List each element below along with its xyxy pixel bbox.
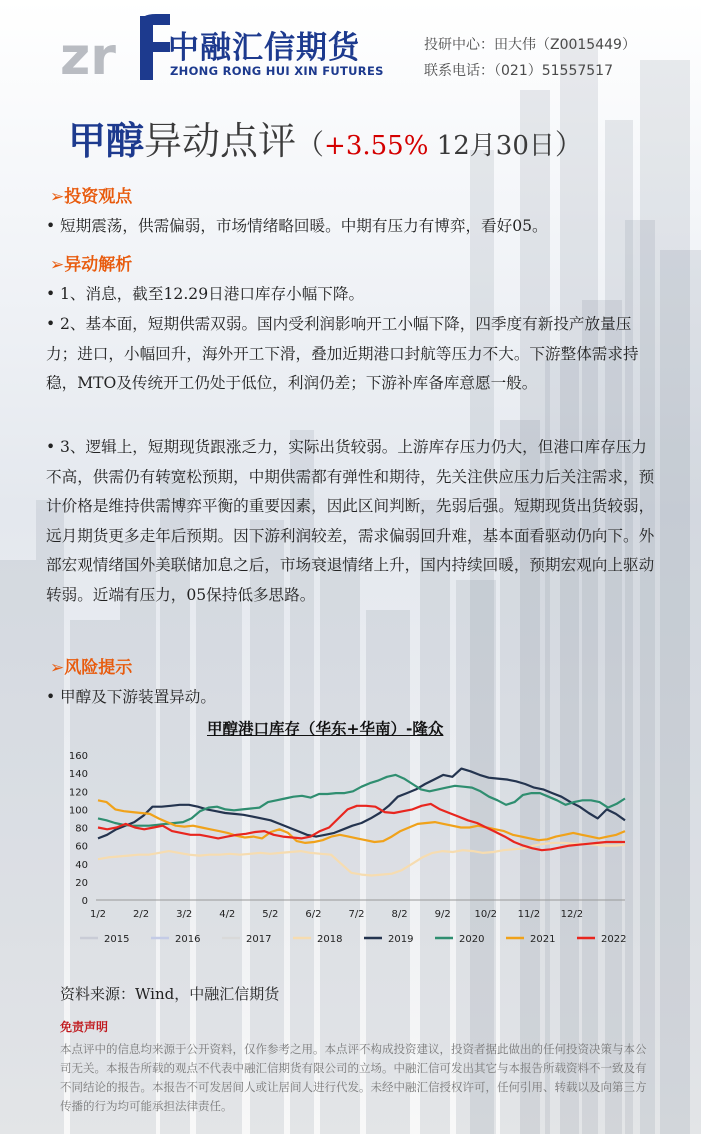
chart-title: 甲醇港口库存（华东+华南）-隆众 <box>207 720 444 738</box>
x-tick-label: 9/2 <box>434 909 451 920</box>
contact-phone: 联系电话：（021）51557517 <box>424 63 613 79</box>
analysis-text-2: 2、基本面，短期供需双弱。国内受利润影响开工小幅下降，四季度有新投产放量压力；进口，小幅回升，海外开工下滑，叠加近期港口封航等压力不大。下游整体需求持稳，MTO及传统开工仍处于低位，利润仍差；下游补库备库意愿一般。 <box>46 315 639 392</box>
bullet: • <box>46 688 56 706</box>
analysis-item-2 <box>46 310 660 399</box>
y-tick-label: 140 <box>68 769 88 781</box>
analysis-item-3 <box>46 433 660 610</box>
analysis-item-1 <box>46 280 660 310</box>
series-line-2018 <box>98 843 625 876</box>
analysis-heading: ➢异动解析 <box>50 255 133 275</box>
analysis-text-1: 1、消息，截至12.29日港口库存小幅下降。 <box>60 285 365 303</box>
x-tick-label: 6/2 <box>305 909 322 920</box>
legend-label-2018: 2018 <box>317 934 343 945</box>
legend-label-2022: 2022 <box>601 934 627 945</box>
x-tick-label: 1/2 <box>89 909 107 920</box>
x-tick-label: 7/2 <box>348 909 365 920</box>
view-paragraph <box>46 212 660 242</box>
page-title <box>68 110 583 165</box>
y-tick-label: 100 <box>68 805 88 817</box>
title-change: +3.55% <box>324 131 429 161</box>
y-tick-label: 20 <box>75 877 88 889</box>
disclaimer-title: 免责声明 <box>60 1020 109 1034</box>
y-tick-label: 60 <box>75 841 88 853</box>
x-tick-label: 2/2 <box>133 909 150 920</box>
x-tick-label: 8/2 <box>391 909 408 920</box>
risk-heading: ➢风险提示 <box>50 658 133 678</box>
y-tick-label: 120 <box>68 787 88 799</box>
logo-text-en: ZHONG RONG HUI XIN FUTURES <box>170 64 384 78</box>
svg-text:zr: zr <box>60 27 116 84</box>
legend-label-2020: 2020 <box>459 934 485 945</box>
inventory-line-chart <box>60 745 640 960</box>
x-tick-label: 4/2 <box>219 909 236 920</box>
title-main: 甲醇 <box>68 119 145 163</box>
legend-label-2017: 2017 <box>246 934 272 945</box>
bullet: • <box>46 438 56 456</box>
y-tick-label: 0 <box>81 896 88 907</box>
bullet: • <box>46 217 56 235</box>
contact-researcher: 投研中心：田大伟（Z0015449） <box>424 37 636 53</box>
y-tick-label: 160 <box>68 751 88 762</box>
analysis-text-3: 3、逻辑上，短期现货跟涨乏力，实际出货较弱。上游库存压力仍大，但港口库存压力不高，供需仍有转宽松预期，中期供需都有弹性和期待，先关注供应压力后关注需求，预计价格是维持供需博弈平衡的重要因素，因此区间判断，先弱后强。短期现货出货较弱，远月期货更多走年后预期。因下游利润较差，需求偏弱回升难，基本面看驱动仍向下。外部宏观情绪国外美联储加息之后，市场衰退情绪上升，国内持续回暖，预期宏观向上驱动转弱。近端有压力，05保持低多思路。 <box>46 438 655 604</box>
data-source: 资料来源：Wind，中融汇信期货 <box>60 985 280 1003</box>
legend-label-2019: 2019 <box>388 934 414 945</box>
title-paren-open: （ <box>296 128 325 161</box>
risk-paragraph <box>46 683 660 713</box>
series-line-2020 <box>98 775 625 826</box>
title-paren-close: ） <box>554 128 583 161</box>
title-sub: 异动点评 <box>144 119 297 163</box>
legend-label-2016: 2016 <box>175 934 201 945</box>
series-line-2019 <box>98 769 625 839</box>
x-tick-label: 11/2 <box>517 909 541 920</box>
bullet: • <box>46 285 56 303</box>
bullet: • <box>46 315 56 333</box>
legend-label-2015: 2015 <box>104 934 130 945</box>
y-tick-label: 80 <box>75 823 88 835</box>
x-tick-label: 3/2 <box>176 909 193 920</box>
x-tick-label: 5/2 <box>262 909 279 920</box>
x-tick-label: 12/2 <box>560 909 584 920</box>
title-date: 12月30日 <box>428 131 555 161</box>
view-heading: ➢投资观点 <box>50 187 133 207</box>
logo-text-cn: 中融汇信期货 <box>168 30 360 66</box>
view-text: 短期震荡，供需偏弱，市场情绪略回暖。中期有压力有博弈，看好05。 <box>60 217 548 235</box>
y-tick-label: 40 <box>75 859 88 871</box>
risk-text: 甲醇及下游装置异动。 <box>60 688 216 706</box>
legend-label-2021: 2021 <box>530 934 556 945</box>
disclaimer-text: 本点评中的信息均来源于公开资料，仅作参考之用。本点评不构成投资建议，投资者据此做出的任何投资决策与本公司无关。本报告所载的观点不代表中融汇信期货有限公司的立场。中融汇信可发出其它与本报告所载资料不一致及有不同结论的报告。本报告不可发居间人或让居间人进行代发。未经中融汇信授权许可，任何引用、转载以及向第三方传播的行为均可能承担法律责任。 <box>60 1042 647 1113</box>
x-tick-label: 10/2 <box>474 909 497 920</box>
